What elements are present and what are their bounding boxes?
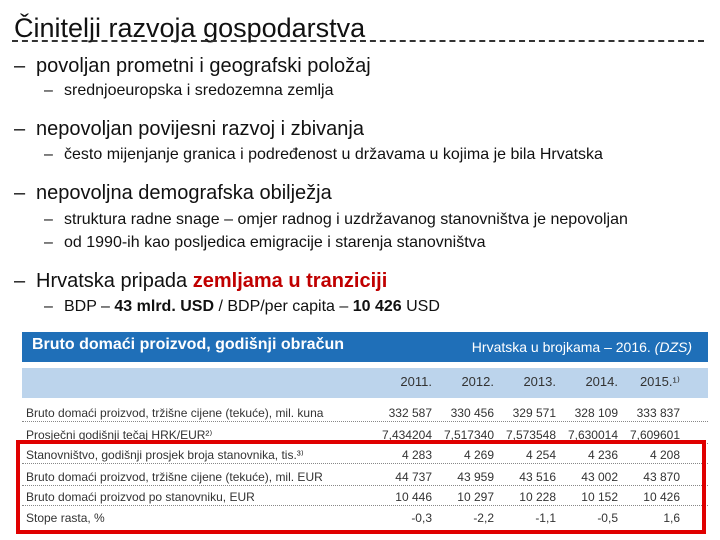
table-cell: 333 837 bbox=[636, 406, 680, 420]
table-cell: 4 208 bbox=[649, 448, 680, 462]
sub-bullet-dash: – bbox=[44, 82, 53, 99]
sub-bullet-labor bbox=[44, 210, 628, 230]
table-cell: 7,630014 bbox=[567, 428, 618, 442]
table-cell: 7,573548 bbox=[505, 428, 556, 442]
sub-bullet-dash: – bbox=[44, 298, 53, 315]
table-cell: 10 446 bbox=[395, 490, 432, 504]
bullet-dash: – bbox=[14, 270, 26, 292]
year-header: 2014. bbox=[585, 374, 618, 389]
gdp-text-2: / BDP/per capita – bbox=[214, 298, 353, 315]
bullet-dash: – bbox=[14, 118, 26, 140]
table-cell: 43 002 bbox=[581, 470, 618, 484]
table-years-row bbox=[22, 368, 708, 398]
table-cell: 1,6 bbox=[663, 511, 680, 525]
sub-bullet-text: srednjoeuropska i sredozemna zemlja bbox=[64, 82, 334, 99]
table-cell: 10 426 bbox=[643, 490, 680, 504]
year-header: 2012. bbox=[461, 374, 494, 389]
table-cell: 44 737 bbox=[395, 470, 432, 484]
row-label: Prosječni godišnji tečaj HRK/EUR²⁾ bbox=[26, 428, 213, 442]
bullet-dash: – bbox=[14, 55, 26, 77]
table-cell: 4 236 bbox=[587, 448, 618, 462]
gdp-text: BDP – bbox=[64, 298, 115, 315]
table-cell: 7,517340 bbox=[443, 428, 494, 442]
table-source bbox=[472, 339, 692, 355]
table-cell: 10 152 bbox=[581, 490, 618, 504]
sub-bullet-dash: – bbox=[44, 234, 53, 251]
table-cell: 43 516 bbox=[519, 470, 556, 484]
bullet-transition bbox=[14, 269, 387, 293]
sub-bullet-emigration bbox=[44, 233, 486, 253]
row-label: Stope rasta, % bbox=[26, 511, 105, 525]
year-header: 2011. bbox=[400, 374, 432, 389]
source-org: (DZS) bbox=[654, 339, 692, 355]
sub-bullet-dash: – bbox=[44, 146, 53, 163]
row-label: Bruto domaći proizvod po stanovniku, EUR bbox=[26, 490, 255, 504]
table-header-bar bbox=[22, 332, 708, 362]
row-label: Stanovništvo, godišnji prosjek broja stanovnika, tis.³⁾ bbox=[26, 448, 304, 462]
table-cell: -1,1 bbox=[535, 511, 556, 525]
sub-bullet-dash: – bbox=[44, 211, 53, 228]
gdp-per-capita-value: 10 426 bbox=[352, 298, 402, 315]
bullet-dash: – bbox=[14, 182, 26, 204]
year-header: 2013. bbox=[523, 374, 556, 389]
sub-bullet-location bbox=[44, 81, 333, 101]
gdp-unit: USD bbox=[401, 298, 440, 315]
bullet-text: nepovoljan povijesni razvoj i zbivanja bbox=[36, 118, 364, 140]
table-cell: 4 283 bbox=[401, 448, 432, 462]
gdp-value: 43 mlrd. USD bbox=[114, 298, 214, 315]
row-divider bbox=[22, 421, 708, 422]
table-cell: 332 587 bbox=[388, 406, 432, 420]
sub-bullet-text: od 1990-ih kao posljedica emigracije i starenja stanovništva bbox=[64, 234, 486, 251]
table-cell: -0,5 bbox=[597, 511, 618, 525]
table-cell: 328 109 bbox=[574, 406, 618, 420]
source-text: Hrvatska u brojkama – 2016. bbox=[471, 339, 655, 355]
table-cell: 329 571 bbox=[512, 406, 556, 420]
table-cell: -0,3 bbox=[411, 511, 432, 525]
year-header: 2015.¹⁾ bbox=[639, 374, 680, 389]
table-cell: 7,434204 bbox=[381, 428, 432, 442]
table-cell: 330 456 bbox=[450, 406, 494, 420]
sub-bullet-borders bbox=[44, 145, 603, 165]
bullet-text: nepovoljna demografska obilježja bbox=[36, 182, 332, 204]
table-row bbox=[22, 404, 708, 422]
highlight-box bbox=[16, 440, 706, 534]
slide-title: Činitelji razvoja gospodarstva bbox=[14, 13, 366, 43]
table-cell: 43 959 bbox=[457, 470, 494, 484]
title-divider bbox=[12, 40, 704, 42]
table-cell: -2,2 bbox=[473, 511, 494, 525]
table-cell: 7,609601 bbox=[629, 428, 680, 442]
bullet-text: Hrvatska pripada bbox=[36, 270, 193, 292]
table-cell: 4 254 bbox=[525, 448, 556, 462]
sub-bullet-text: struktura radne snage – omjer radnog i uzdržavanog stanovništva je nepovoljan bbox=[64, 211, 628, 228]
sub-bullet-text: često mijenjanje granica i podređenost u državama u kojima je bila Hrvatska bbox=[64, 146, 603, 163]
table-title: Bruto domaći proizvod, godišnji obračun bbox=[32, 336, 345, 353]
bullet-text: povoljan prometni i geografski položaj bbox=[36, 55, 371, 77]
table-cell: 10 297 bbox=[457, 490, 494, 504]
bullet-demography bbox=[14, 181, 332, 205]
table-cell: 43 870 bbox=[643, 470, 680, 484]
row-label: Bruto domaći proizvod, tržišne cijene (tekuće), mil. EUR bbox=[26, 470, 323, 484]
bullet-geography bbox=[14, 54, 371, 78]
row-label: Bruto domaći proizvod, tržišne cijene (tekuće), mil. kuna bbox=[26, 406, 324, 420]
sub-bullet-gdp bbox=[44, 297, 440, 317]
table-cell: 10 228 bbox=[519, 490, 556, 504]
bullet-emphasis: zemljama u tranziciji bbox=[192, 270, 388, 292]
table-cell: 4 269 bbox=[463, 448, 494, 462]
bullet-history bbox=[14, 117, 364, 141]
